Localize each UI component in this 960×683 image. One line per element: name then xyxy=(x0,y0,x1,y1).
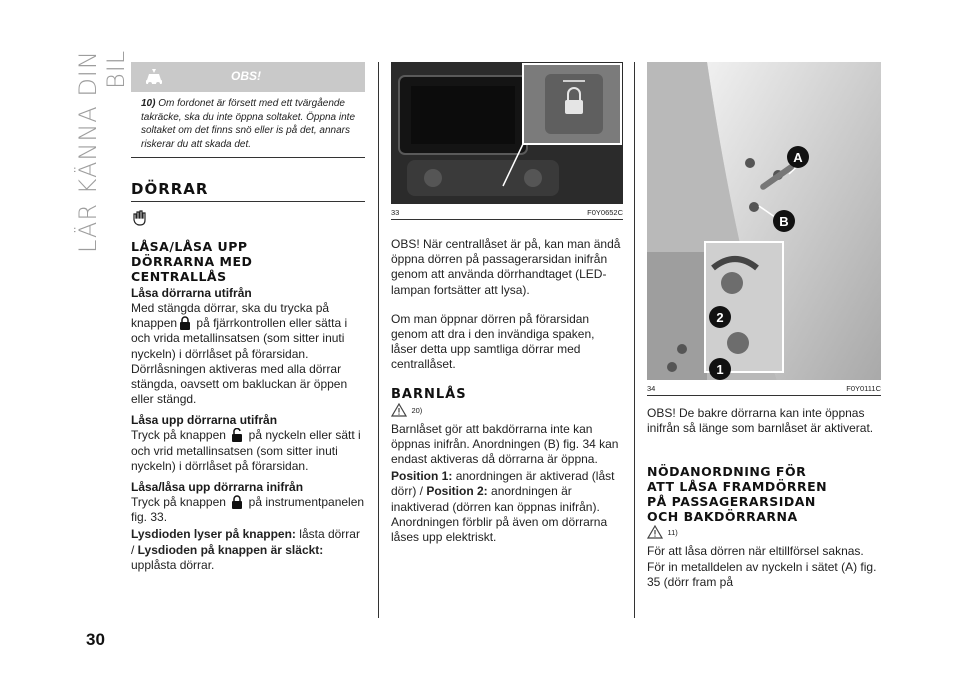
heading-inside: Låsa/låsa upp dörrarna inifrån xyxy=(131,480,304,495)
text-led: Lysdioden lyser på knappen: låsta dörrar / Lysdioden på knappen är släckt: upplåsta dörrar. xyxy=(131,527,360,572)
column-1 xyxy=(131,62,365,573)
callout-2: 2 xyxy=(709,306,731,328)
figure-33-caption: 33 F0Y0652C xyxy=(391,208,623,217)
section-title-barnlas: BARNLÅS xyxy=(391,386,467,402)
section-title-nodanordning: NÖDANORDNING FÖR ATT LÅSA FRAMDÖRREN PÅ PASSAGERARSIDAN OCH BAKDÖRRARNA xyxy=(647,464,828,525)
figure-34-photo xyxy=(647,62,881,380)
figure-34-caption: 34 F0Y0111C xyxy=(647,384,881,393)
nodanordning-warning: 11) xyxy=(647,524,881,542)
obs-header xyxy=(131,62,365,92)
text-inside: Tryck på knappen på instrumentpanelen fig. 33. xyxy=(131,495,365,525)
text-centrallas-note: OBS! När centrallåset är på, kan man ändå öppna dörren på passagerarsidan inifrån genom att använda dörrhandtaget (LED-lampan fortsätter att lysa). xyxy=(391,237,621,297)
unlock-icon xyxy=(231,428,243,442)
column-2 xyxy=(391,62,623,545)
section-title-dorrar: DÖRRAR xyxy=(131,180,209,198)
chapter-side-title: LÄR KÄNNA DIN BIL xyxy=(74,50,130,253)
column-divider xyxy=(634,62,635,618)
heading-lock-outside: Låsa dörrarna utifrån xyxy=(131,286,252,300)
column-3 xyxy=(647,62,881,590)
figure-rule xyxy=(391,219,623,220)
text-nodanordning: För att låsa dörren när eltillförsel saknas. För in metalldelen av nyckeln i sätet (A) fig. 35 (dörr fram på xyxy=(647,544,877,589)
section-rule xyxy=(131,201,365,202)
text-driver-door: Om man öppnar dörren på förarsidan genom att dra i den invändiga spaken, låser detta upp samtliga dörrar med centrallåset. xyxy=(391,311,595,372)
warning-icon xyxy=(391,403,407,417)
subtitle-centrallas: LÅSA/LÅSA UPP DÖRRARNA MED CENTRALLÅS xyxy=(131,239,253,284)
key-hand-icon xyxy=(131,208,151,228)
figure-33-photo xyxy=(391,62,623,204)
callout-a: A xyxy=(787,146,809,168)
heading-unlock-outside: Låsa upp dörrarna utifrån xyxy=(131,413,278,428)
column-divider xyxy=(378,62,379,618)
obs-box xyxy=(131,92,365,158)
lock-icon xyxy=(179,316,191,330)
figure-rule xyxy=(647,395,881,396)
obs-text: 10) Om fordonet är försett med ett tvärgående takräcke, ska du inte öppna soltaket. Öppna inte soltaket om det finns snö eller is på det, annars riskerar du att skada det. xyxy=(141,98,356,150)
text-positions: Position 1: anordningen är aktiverad (låst dörr) / Position 2: anordningen är inaktiverad (dörren kan öppnas inifrån). Anordningen förblir på även om dörrarna låses upp elektriskt. xyxy=(391,469,615,545)
warning-icon xyxy=(647,525,663,539)
page-number: 30 xyxy=(86,630,105,649)
callout-1: 1 xyxy=(709,358,731,380)
barnlas-warning: 20) xyxy=(391,402,623,420)
text-barnlas: Barnlåset gör att bakdörrarna inte kan öppnas inifrån. Anordningen (B) fig. 34 kan endast aktiveras då dörrarna är öppna. xyxy=(391,421,619,467)
callout-b: B xyxy=(773,210,795,232)
car-warning-icon xyxy=(143,66,165,88)
obs-title: OBS! xyxy=(231,69,261,83)
text-rear-doors-note: OBS! De bakre dörrarna kan inte öppnas inifrån så länge som barnlåset är aktiverat. xyxy=(647,406,874,436)
text-lock-outside: Med stängda dörrar, ska du trycka på knappen på fjärrkontrollen eller sätta i och vrida metallinsatsen (som sitter inuti nyckeln) i dörrlåset på förarsidan. Dörrlåsningen aktiveras med alla dörrar stängda, oavsett om bakluckan är öppen eller stängd. xyxy=(131,301,348,407)
text-unlock-outside: Tryck på knappen på nyckeln eller sätt i och vrid metallinsatsen (som sitter inuti nyckeln) i dörrlåset på förarsidan. xyxy=(131,428,361,473)
lock-icon xyxy=(231,495,243,509)
obs-ref: 10) xyxy=(141,98,156,109)
